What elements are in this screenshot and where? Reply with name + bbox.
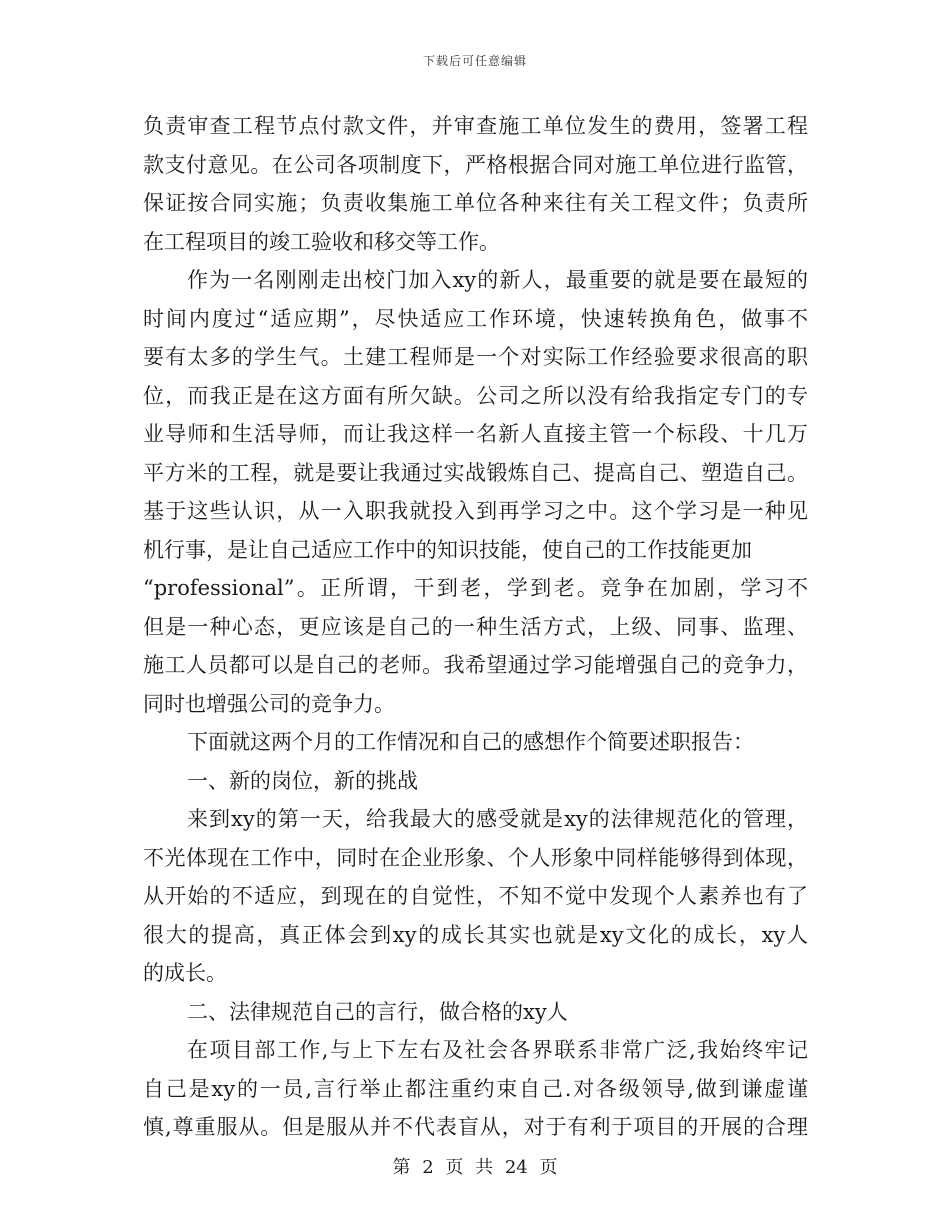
text-line: 的成长。 (143, 961, 227, 985)
text-line: 作为一名刚刚走出校门加入xy的新人，最重要的就是要在最短的 (187, 268, 808, 292)
text-line: “professional”。正所谓，干到老，学到老。竞争在加剧，学习不 (143, 576, 808, 600)
page-header: 下载后可任意编辑 (422, 54, 527, 68)
text-line: 下面就这两个月的工作情况和自己的感想作个简要述职报告： (187, 730, 754, 754)
text-line: 自己是xy的一员,言行举止都注重约束自己.对各级领导,做到谦虚谨 (143, 1076, 808, 1101)
text-line: 机行事，是让自己适应工作中的知识技能，使自己的工作技能更加 (143, 537, 752, 562)
text-line: 款支付意见。在公司各项制度下，严格根据合同对施工单位进行监管， (143, 152, 808, 177)
text-line: 平方米的工程，就是要让我通过实战锻炼自己、提高自己、塑造自己。 (143, 460, 808, 485)
text-line: 慎,尊重服从。但是服从并不代表盲从，对于有利于项目的开展的合理 (143, 1115, 808, 1139)
text-line: 负责审查工程节点付款文件，并审查施工单位发生的费用，签署工程 (143, 114, 808, 138)
text-line: 保证按合同实施；负责收集施工单位各种来往有关工程文件；负责所 (143, 191, 808, 215)
page-number-footer: 第 2 页 共 24 页 (392, 1157, 558, 1178)
text-line: 一、新的岗位，新的挑战 (187, 768, 418, 793)
text-line: 时间内度过“适应期”，尽快适应工作环境，快速转换角色，做事不 (143, 306, 808, 331)
text-line: 在项目部工作,与上下左右及社会各界联系非常广泛,我始终牢记 (187, 1038, 808, 1062)
text-line: 施工人员都可以是自己的老师。我希望通过学习能增强自己的竞争力， (143, 653, 808, 677)
text-line: 来到xy的第一天，给我最大的感受就是xy的法律规范化的管理， (187, 807, 808, 831)
text-line: 从开始的不适应，到现在的自觉性，不知不觉中发现个人素养也有了 (143, 884, 808, 908)
document-body (143, 107, 808, 1147)
text-line: 很大的提高，真正体会到xy的成长其实也就是xy文化的成长，xy人 (143, 922, 808, 947)
text-line: 二、法律规范自己的言行，做合格的xy人 (187, 999, 568, 1024)
text-line: 同时也增强公司的竞争力。 (143, 691, 395, 716)
text-line: 要有太多的学生气。土建工程师是一个对实际工作经验要求很高的职 (143, 345, 808, 369)
text-line: 不光体现在工作中，同时在企业形象、个人形象中同样能够得到体现， (143, 845, 808, 870)
text-line: 业导师和生活导师，而让我这样一名新人直接主管一个标段、十几万 (143, 422, 808, 446)
text-line: 在工程项目的竣工验收和移交等工作。 (143, 229, 500, 254)
text-line: 基于这些认识，从一入职我就投入到再学习之中。这个学习是一种见 (143, 499, 808, 523)
text-line: 但是一种心态，更应该是自己的一种生活方式，上级、同事、监理、 (143, 614, 808, 639)
text-line: 位，而我正是在这方面有所欠缺。公司之所以没有给我指定专门的专 (143, 383, 808, 408)
